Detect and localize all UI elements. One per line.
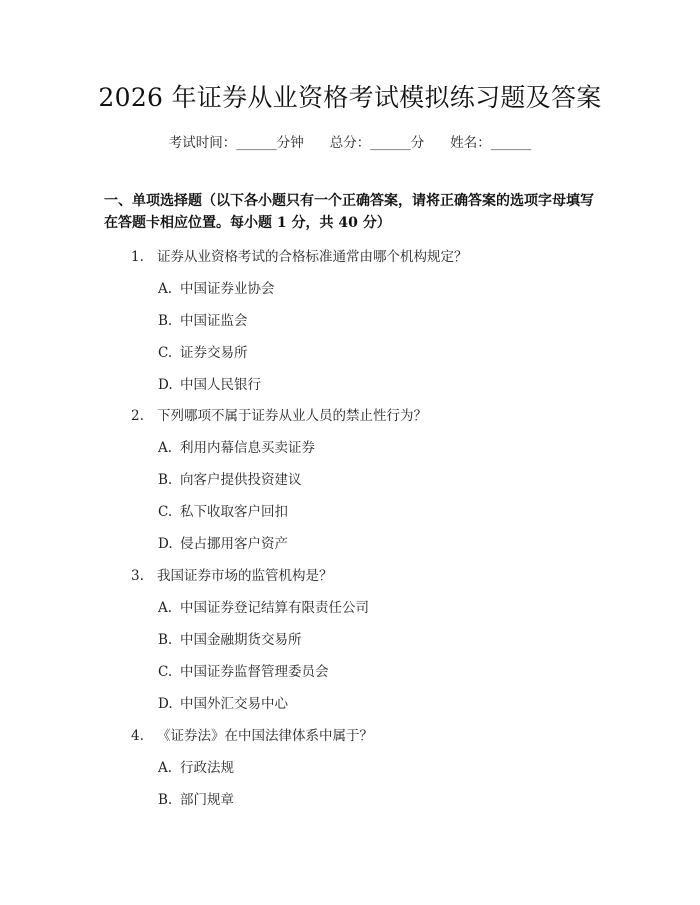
question-2-option-a <box>158 436 315 456</box>
question-4-option-b <box>158 788 234 808</box>
option-letter: D. <box>158 377 173 393</box>
question-2-option-d <box>158 532 288 552</box>
page-title: 2026 年证券从业资格考试模拟练习题及答案 <box>98 83 602 112</box>
option-letter: A. <box>158 760 173 776</box>
option-letter: C. <box>158 345 173 361</box>
option-letter: A. <box>158 600 173 616</box>
exam-time-field: 考试时间：______分钟 <box>168 135 304 151</box>
question-3 <box>131 564 333 584</box>
question-2 <box>131 404 427 424</box>
section-heading: 一、单项选择题（以下各小题只有一个正确答案，请将正确答案的选项字母填写在答题卡相应位置。每小题 1 分，共 40 分） <box>104 193 594 231</box>
option-text: 部门规章 <box>180 792 234 808</box>
option-text: 中国人民银行 <box>180 377 261 393</box>
question-text: 下列哪项不属于证券从业人员的禁止性行为？ <box>157 408 427 424</box>
option-text: 私下收取客户回扣 <box>180 504 288 520</box>
option-letter: A. <box>158 281 173 297</box>
question-2-option-c <box>158 500 288 520</box>
option-text: 中国证券监督管理委员会 <box>180 664 329 680</box>
question-3-option-c <box>158 660 329 680</box>
option-letter: C. <box>158 504 173 520</box>
option-text: 中国证监会 <box>180 313 248 329</box>
option-text: 证券交易所 <box>180 345 248 361</box>
question-4 <box>131 724 373 744</box>
question-text: 证券从业资格考试的合格标准通常由哪个机构规定？ <box>157 249 468 265</box>
question-2-option-b <box>158 468 302 488</box>
question-1-option-d <box>158 373 261 393</box>
question-1-option-c <box>158 341 248 361</box>
question-number: 4. <box>131 728 144 744</box>
option-letter: B. <box>158 313 173 329</box>
question-number: 2. <box>131 408 144 424</box>
option-letter: B. <box>158 632 173 648</box>
question-3-option-a <box>158 596 369 616</box>
option-letter: D. <box>158 536 173 552</box>
option-letter: A. <box>158 440 173 456</box>
option-letter: B. <box>158 792 173 808</box>
option-text: 中国外汇交易中心 <box>180 696 288 712</box>
option-letter: D. <box>158 696 173 712</box>
question-number: 1. <box>131 249 144 265</box>
question-1 <box>131 245 468 265</box>
question-1-option-a <box>158 277 275 297</box>
option-text: 中国金融期货交易所 <box>180 632 302 648</box>
question-text: 《证券法》在中国法律体系中属于？ <box>157 728 373 744</box>
total-score-field: 总分：______分 <box>329 135 425 151</box>
question-1-option-b <box>158 309 248 329</box>
name-field: 姓名：______ <box>450 135 532 151</box>
option-letter: C. <box>158 664 173 680</box>
option-text: 行政法规 <box>180 760 234 776</box>
question-number: 3. <box>131 568 144 584</box>
exam-info-line <box>0 131 700 151</box>
question-3-option-b <box>158 628 302 648</box>
option-text: 向客户提供投资建议 <box>180 472 302 488</box>
option-text: 中国证券业协会 <box>180 281 275 297</box>
option-text: 侵占挪用客户资产 <box>180 536 288 552</box>
option-letter: B. <box>158 472 173 488</box>
question-4-option-a <box>158 756 234 776</box>
question-3-option-d <box>158 692 288 712</box>
option-text: 利用内幕信息买卖证券 <box>180 440 315 456</box>
question-text: 我国证券市场的监管机构是？ <box>157 568 333 584</box>
option-text: 中国证券登记结算有限责任公司 <box>180 600 369 616</box>
